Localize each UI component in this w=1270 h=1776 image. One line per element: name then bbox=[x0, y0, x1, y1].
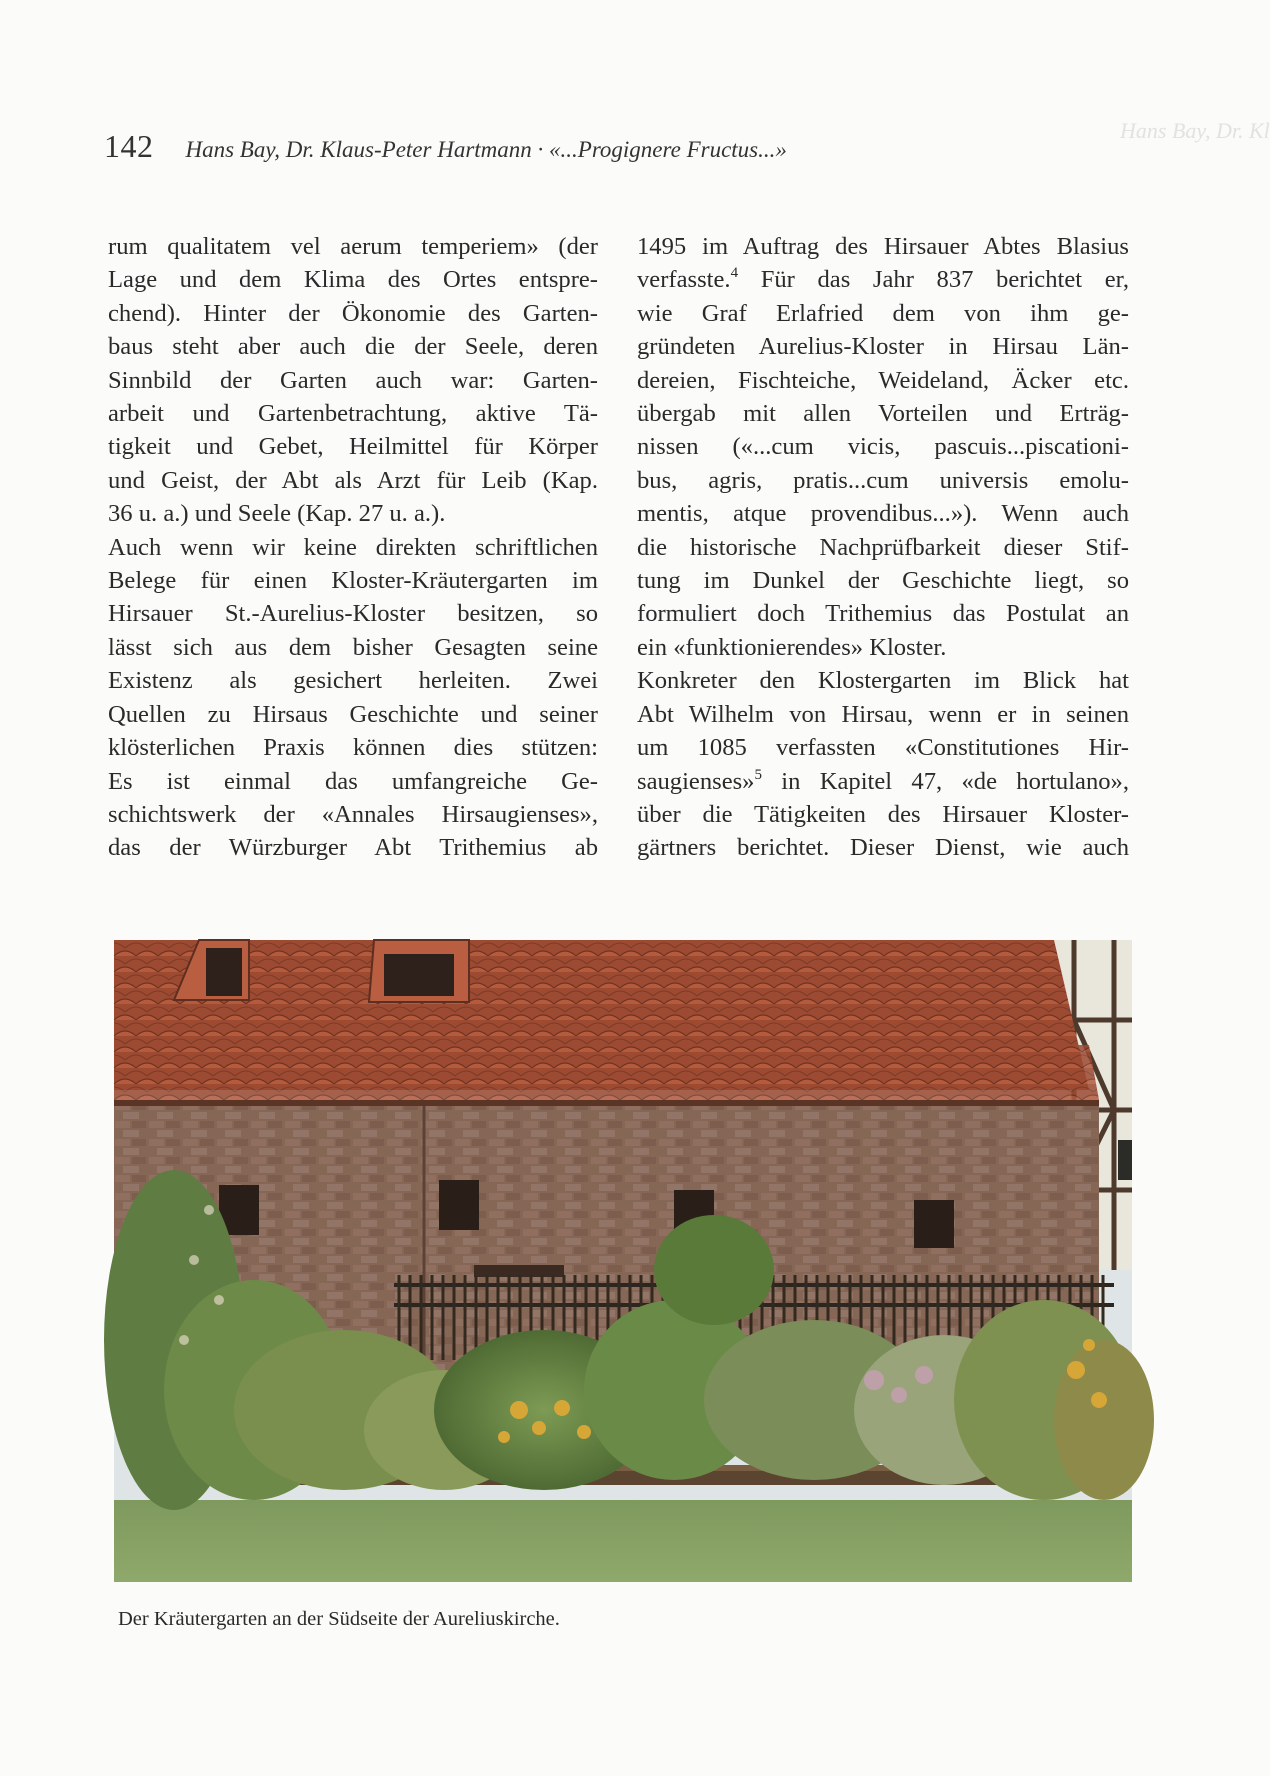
right-text-column bbox=[637, 230, 1129, 865]
running-head: Hans Bay, Dr. Klaus-Peter Hartmann · «...Progignere Fructus...» bbox=[185, 137, 787, 162]
text-line-footnote-5 bbox=[637, 765, 1129, 798]
text-line: 1495 im Auftrag des Hirsauer Abtes Blasius bbox=[637, 233, 1129, 260]
text-fragment: saugienses» bbox=[637, 767, 755, 795]
text-line: ein «funktionierendes» Kloster. bbox=[637, 633, 947, 661]
text-line: Quellen zu Hirsaus Geschichte und seiner bbox=[108, 700, 598, 728]
text-line: die historische Nachprüfbarkeit dieser Stif- bbox=[637, 533, 1129, 561]
text-fragment: Für das Jahr 837 berichtet er, bbox=[738, 266, 1129, 294]
left-text-column bbox=[108, 230, 598, 865]
text-line: bus, agris, pratis...cum universis emolu- bbox=[637, 466, 1129, 494]
text-line: chend). Hinter der Ökonomie des Garten- bbox=[108, 299, 598, 327]
text-line: rum qualitatem vel aerum temperiem» (der bbox=[108, 233, 598, 260]
text-line: Belege für einen Kloster-Kräutergarten im bbox=[108, 567, 598, 595]
text-line: baus steht aber auch die der Seele, deren bbox=[108, 333, 598, 361]
text-line: um 1085 verfassten «Constitutiones Hir- bbox=[637, 734, 1129, 762]
text-line: Es ist einmal das umfangreiche Ge- bbox=[108, 767, 598, 795]
text-line: mentis, atque provendibus...»). Wenn auch bbox=[637, 500, 1129, 528]
text-line: Hirsauer St.-Aurelius-Kloster besitzen, so bbox=[108, 600, 598, 628]
text-line: 36 u. a.) und Seele (Kap. 27 u. a.). bbox=[108, 500, 446, 528]
text-line: dereien, Fischteiche, Weideland, Äcker etc. bbox=[637, 366, 1129, 394]
text-line: wie Graf Erlafried dem von ihm ge- bbox=[637, 299, 1129, 327]
text-line: Existenz als gesichert herleiten. Zwei bbox=[108, 667, 598, 695]
text-line: und Geist, der Abt als Arzt für Leib (Kap. bbox=[108, 466, 598, 494]
footnote-marker: 4 bbox=[730, 265, 739, 282]
text-line: tung im Dunkel der Geschichte liegt, so bbox=[637, 567, 1129, 595]
footnote-marker: 5 bbox=[754, 766, 762, 783]
text-line: schichtswerk der «Annales Hirsaugienses», bbox=[108, 800, 598, 828]
text-line: nissen («...cum vicis, pascuis...piscationi- bbox=[637, 433, 1129, 461]
text-line: übergab mit allen Vorteilen und Erträg- bbox=[637, 400, 1129, 428]
text-line: Konkreter den Klostergarten im Blick hat bbox=[637, 667, 1129, 695]
text-line-footnote-4 bbox=[637, 263, 1129, 296]
text-fragment: verfasste. bbox=[637, 266, 731, 294]
text-line: formuliert doch Trithemius das Postulat an bbox=[637, 600, 1129, 628]
text-line: arbeit und Gartenbetrachtung, aktive Tä- bbox=[108, 400, 598, 428]
text-fragment: in Kapitel 47, «de hortulano», bbox=[761, 767, 1129, 795]
text-line: Auch wenn wir keine direkten schriftlichen bbox=[108, 533, 598, 561]
text-line: lässt sich aus dem bisher Gesagten seine bbox=[108, 633, 598, 661]
text-line: tigkeit und Gebet, Heilmittel für Körper bbox=[108, 433, 598, 461]
facing-page-bleed: Hans Bay, Dr. Kl bbox=[1120, 118, 1270, 143]
text-line: gründeten Aurelius-Kloster in Hirsau Län- bbox=[637, 333, 1129, 361]
text-line: Lage und dem Klima des Ortes entspre- bbox=[108, 266, 598, 294]
photo-illustration bbox=[114, 940, 1132, 1582]
text-line: Sinnbild der Garten auch war: Garten- bbox=[108, 366, 598, 394]
page-header bbox=[104, 128, 1104, 165]
text-line: Abt Wilhelm von Hirsau, wenn er in seinen bbox=[637, 700, 1129, 728]
text-line: klösterlichen Praxis können dies stützen: bbox=[108, 734, 598, 762]
text-line: über die Tätigkeiten des Hirsauer Kloster- bbox=[637, 800, 1129, 828]
text-line: gärtners berichtet. Dieser Dienst, wie auch bbox=[637, 834, 1129, 862]
text-line: das der Würzburger Abt Trithemius ab bbox=[108, 834, 598, 862]
herb-garden-photo bbox=[114, 940, 1132, 1582]
page-number: 142 bbox=[104, 128, 154, 164]
figure-caption: Der Kräutergarten an der Südseite der Aureliuskirche. bbox=[118, 1608, 560, 1630]
